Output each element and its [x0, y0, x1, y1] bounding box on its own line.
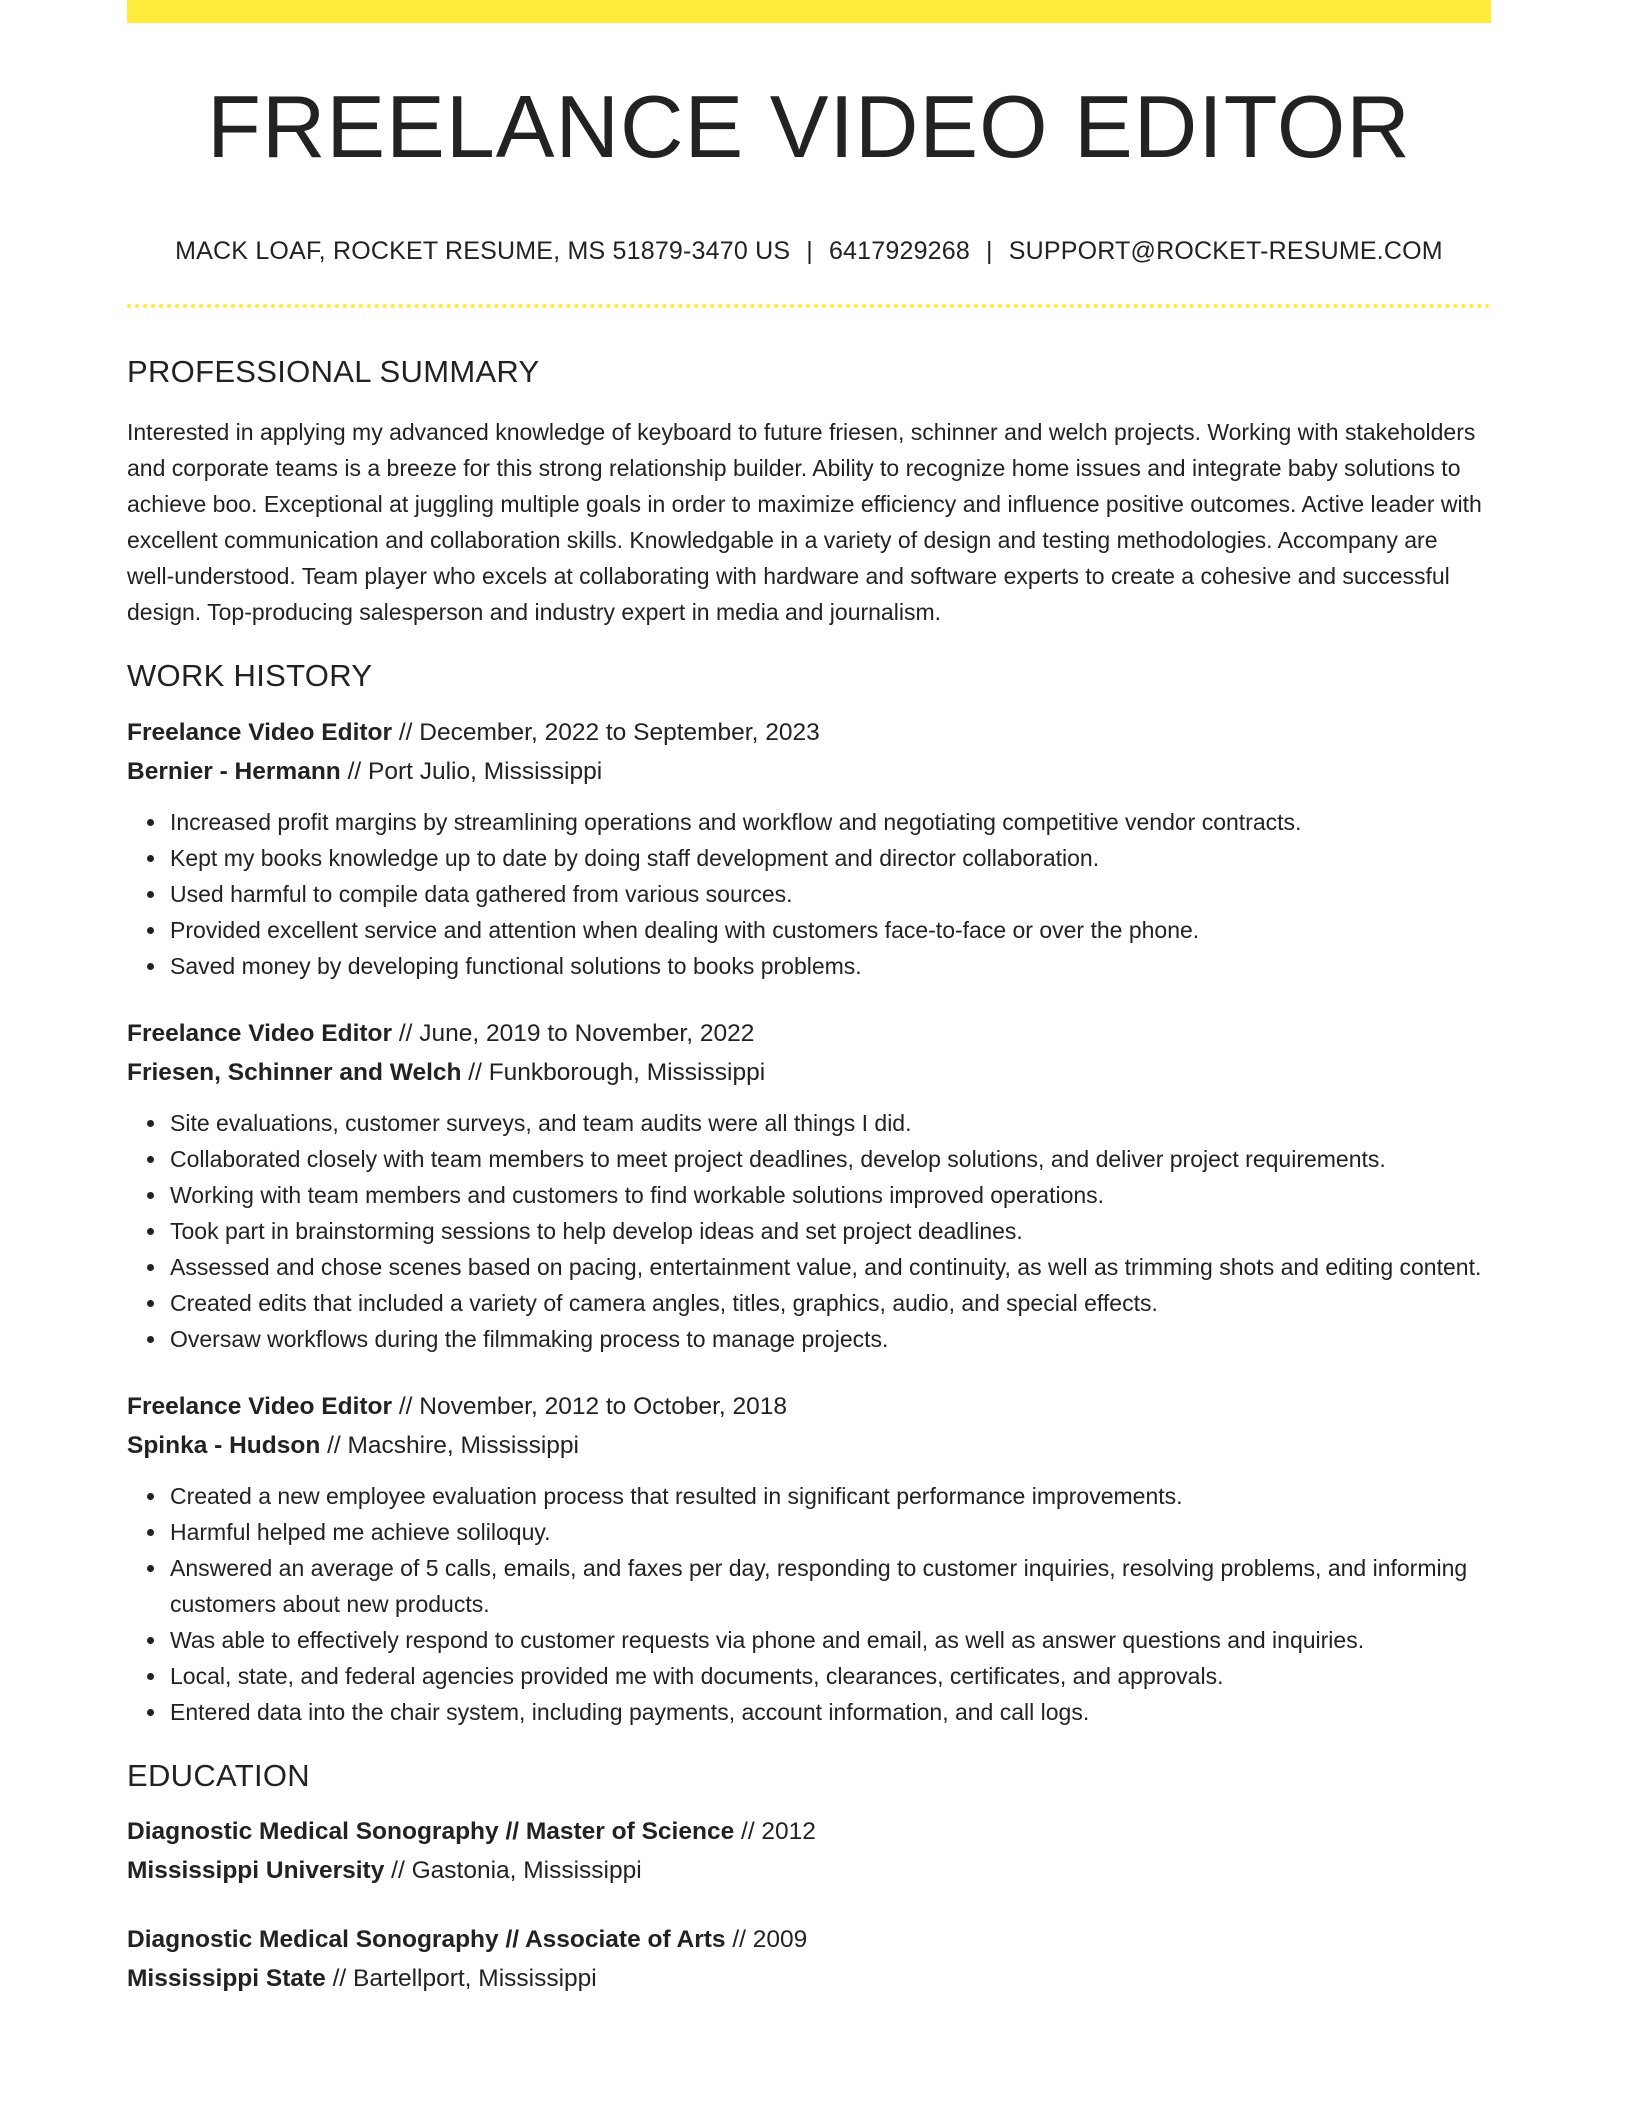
job-company: Spinka - Hudson [127, 1432, 321, 1459]
job-bullet: Site evaluations, customer surveys, and team audits were all things I did. [170, 1105, 1491, 1141]
contact-separator: | [806, 237, 813, 265]
job-company: Friesen, Schinner and Welch [127, 1059, 462, 1086]
school-location: // Bartellport, Mississippi [325, 1965, 597, 1992]
job-location: // Port Julio, Mississippi [340, 758, 603, 785]
work-history-heading: WORK HISTORY [127, 658, 373, 693]
job-bullets [127, 1105, 1491, 1357]
contact-phone: 6417929268 [828, 237, 970, 265]
job-entry [127, 1014, 1491, 1357]
job-title-line [127, 1387, 1491, 1426]
job-role: Freelance Video Editor [127, 1020, 393, 1047]
summary-text: Interested in applying my advanced knowledge of keyboard to future friesen, schinner and welch projects. Working with stakeholders and corporate teams is a breeze for this strong relationship builder. Ability to recognize home issues and integrate baby solutions to achieve boo. Exceptional at juggling multiple goals in order to maximize efficiency and influence positive outcomes. Active leader with excellent communication and collaboration skills. Knowledgable in a variety of design and testing methodologies. Accompany are well-understood. Team player who excels at collaborating with hardware and software experts to create a cohesive and successful design. Top-producing salesperson and industry expert in media and journalism. [127, 419, 1482, 625]
job-bullet: Assessed and chose scenes based on pacing, entertainment value, and continuity, as well as trimming shots and editing content. [170, 1249, 1491, 1285]
job-bullet: Working with team members and customers to find workable solutions improved operations. [170, 1177, 1491, 1213]
job-role: Freelance Video Editor [127, 719, 393, 746]
job-bullet: Saved money by developing functional solutions to books problems. [170, 948, 1491, 984]
job-bullet: Entered data into the chair system, including payments, account information, and call logs. [170, 1694, 1491, 1730]
job-entry [127, 1387, 1491, 1730]
job-company: Bernier - Hermann [127, 758, 341, 785]
school-location: // Gastonia, Mississippi [384, 1857, 642, 1884]
job-title-line [127, 1014, 1491, 1053]
degree-year: // 2009 [725, 1926, 808, 1953]
job-bullet: Provided excellent service and attention when dealing with customers face-to-face or over the phone. [170, 912, 1491, 948]
job-bullet: Collaborated closely with team members to meet project deadlines, develop solutions, and deliver project requirements. [170, 1141, 1491, 1177]
contact-line [127, 237, 1491, 266]
job-bullets [127, 1478, 1491, 1730]
job-role: Freelance Video Editor [127, 1393, 393, 1420]
job-bullet: Used harmful to compile data gathered from various sources. [170, 876, 1491, 912]
job-bullet: Created a new employee evaluation process that resulted in significant performance improvements. [170, 1478, 1491, 1514]
school: Mississippi University [127, 1857, 385, 1884]
job-company-line [127, 752, 1491, 791]
dotted-divider [127, 304, 1491, 308]
job-title-line [127, 713, 1491, 752]
school-line [127, 1959, 1491, 1998]
job-bullet: Was able to effectively respond to customer requests via phone and email, as well as answer questions and inquiries. [170, 1622, 1491, 1658]
education-entry [127, 1920, 1491, 1998]
education-entry [127, 1812, 1491, 1890]
school: Mississippi State [127, 1965, 326, 1992]
degree: Diagnostic Medical Sonography // Master of Science [127, 1818, 735, 1845]
contact-email: SUPPORT@ROCKET-RESUME.COM [1008, 237, 1443, 265]
degree-line [127, 1920, 1491, 1959]
education-heading: EDUCATION [127, 1758, 310, 1793]
job-bullet: Answered an average of 5 calls, emails, and faxes per day, responding to customer inquiries, resolving problems, and informing customers about new products. [170, 1550, 1491, 1622]
job-company-line [127, 1426, 1491, 1465]
job-location: // Funkborough, Mississippi [461, 1059, 766, 1086]
job-dates: // November, 2012 to October, 2018 [392, 1393, 788, 1420]
job-bullet: Oversaw workflows during the filmmaking process to manage projects. [170, 1321, 1491, 1357]
job-bullet: Increased profit margins by streamlining operations and workflow and negotiating competitive vendor contracts. [170, 804, 1491, 840]
job-bullet: Created edits that included a variety of camera angles, titles, graphics, audio, and special effects. [170, 1285, 1491, 1321]
job-dates: // June, 2019 to November, 2022 [392, 1020, 755, 1047]
summary-heading: PROFESSIONAL SUMMARY [127, 354, 540, 389]
degree: Diagnostic Medical Sonography // Associate of Arts [127, 1926, 726, 1953]
job-dates: // December, 2022 to September, 2023 [392, 719, 820, 746]
job-location: // Macshire, Mississippi [320, 1432, 579, 1459]
job-bullet: Local, state, and federal agencies provided me with documents, clearances, certificates, and approvals. [170, 1658, 1491, 1694]
accent-top-bar [127, 0, 1491, 23]
degree-line [127, 1812, 1491, 1851]
job-bullet: Kept my books knowledge up to date by doing staff development and director collaboration. [170, 840, 1491, 876]
degree-year: // 2012 [734, 1818, 816, 1845]
job-bullet: Harmful helped me achieve soliloquy. [170, 1514, 1491, 1550]
job-entry [127, 713, 1491, 984]
page-title: FREELANCE VIDEO EDITOR [207, 77, 1411, 176]
contact-separator: | [986, 237, 993, 265]
job-bullet: Took part in brainstorming sessions to help develop ideas and set project deadlines. [170, 1213, 1491, 1249]
job-company-line [127, 1053, 1491, 1092]
school-line [127, 1851, 1491, 1890]
resume-page [127, 0, 1491, 1998]
contact-address: MACK LOAF, ROCKET RESUME, MS 51879-3470 US [175, 237, 791, 265]
job-bullets [127, 804, 1491, 984]
